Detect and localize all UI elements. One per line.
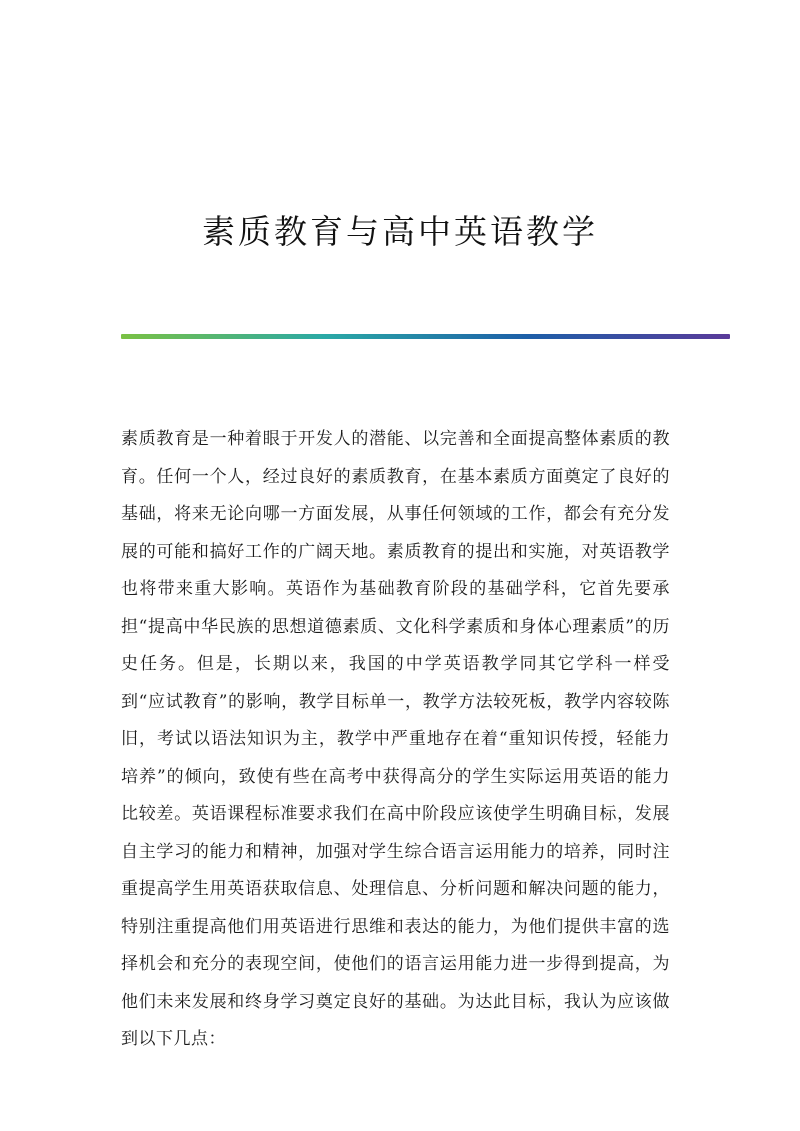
document-title: 素质教育与高中英语教学 bbox=[202, 212, 598, 252]
body-paragraph: 素质教育是一种着眼于开发人的潜能、以完善和全面提高整体素质的教育。任何一个人，经过良好的素质教育，在基本素质方面奠定了良好的基础，将来无论向哪一方面发展，从事任何领域的工作，都会有充分发展的可能和搞好工作的广阔天地。素质教育的提出和实施，对英语教学也将带来重大影响。英语作为基础教育阶段的基础学科，它首先要承担“提高中华民族的思想道德素质、文化科学素质和身体心理素质”的历史任务。但是，长期以来，我国的中学英语教学同其它学科一样受到“应试教育”的影响，教学目标单一，教学方法较死板，教学内容较陈旧，考试以语法知识为主，教学中严重地存在着“重知识传授，轻能力培养”的倾向，致使有些在高考中获得高分的学生实际运用英语的能力比较差。英语课程标准要求我们在高中阶段应该使学生明确目标，发展自主学习的能力和精神，加强对学生综合语言运用能力的培养，同时注重提高学生用英语获取信息、处理信息、分析问题和解决问题的能力，特别注重提高他们用英语进行思维和表达的能力，为他们提供丰富的选择机会和充分的表现空间，使他们的语言运用能力进一步得到提高，为他们未来发展和终身学习奠定良好的基础。为达此目标，我认为应该做到以下几点： bbox=[121, 429, 670, 1049]
gradient-divider bbox=[121, 334, 730, 339]
